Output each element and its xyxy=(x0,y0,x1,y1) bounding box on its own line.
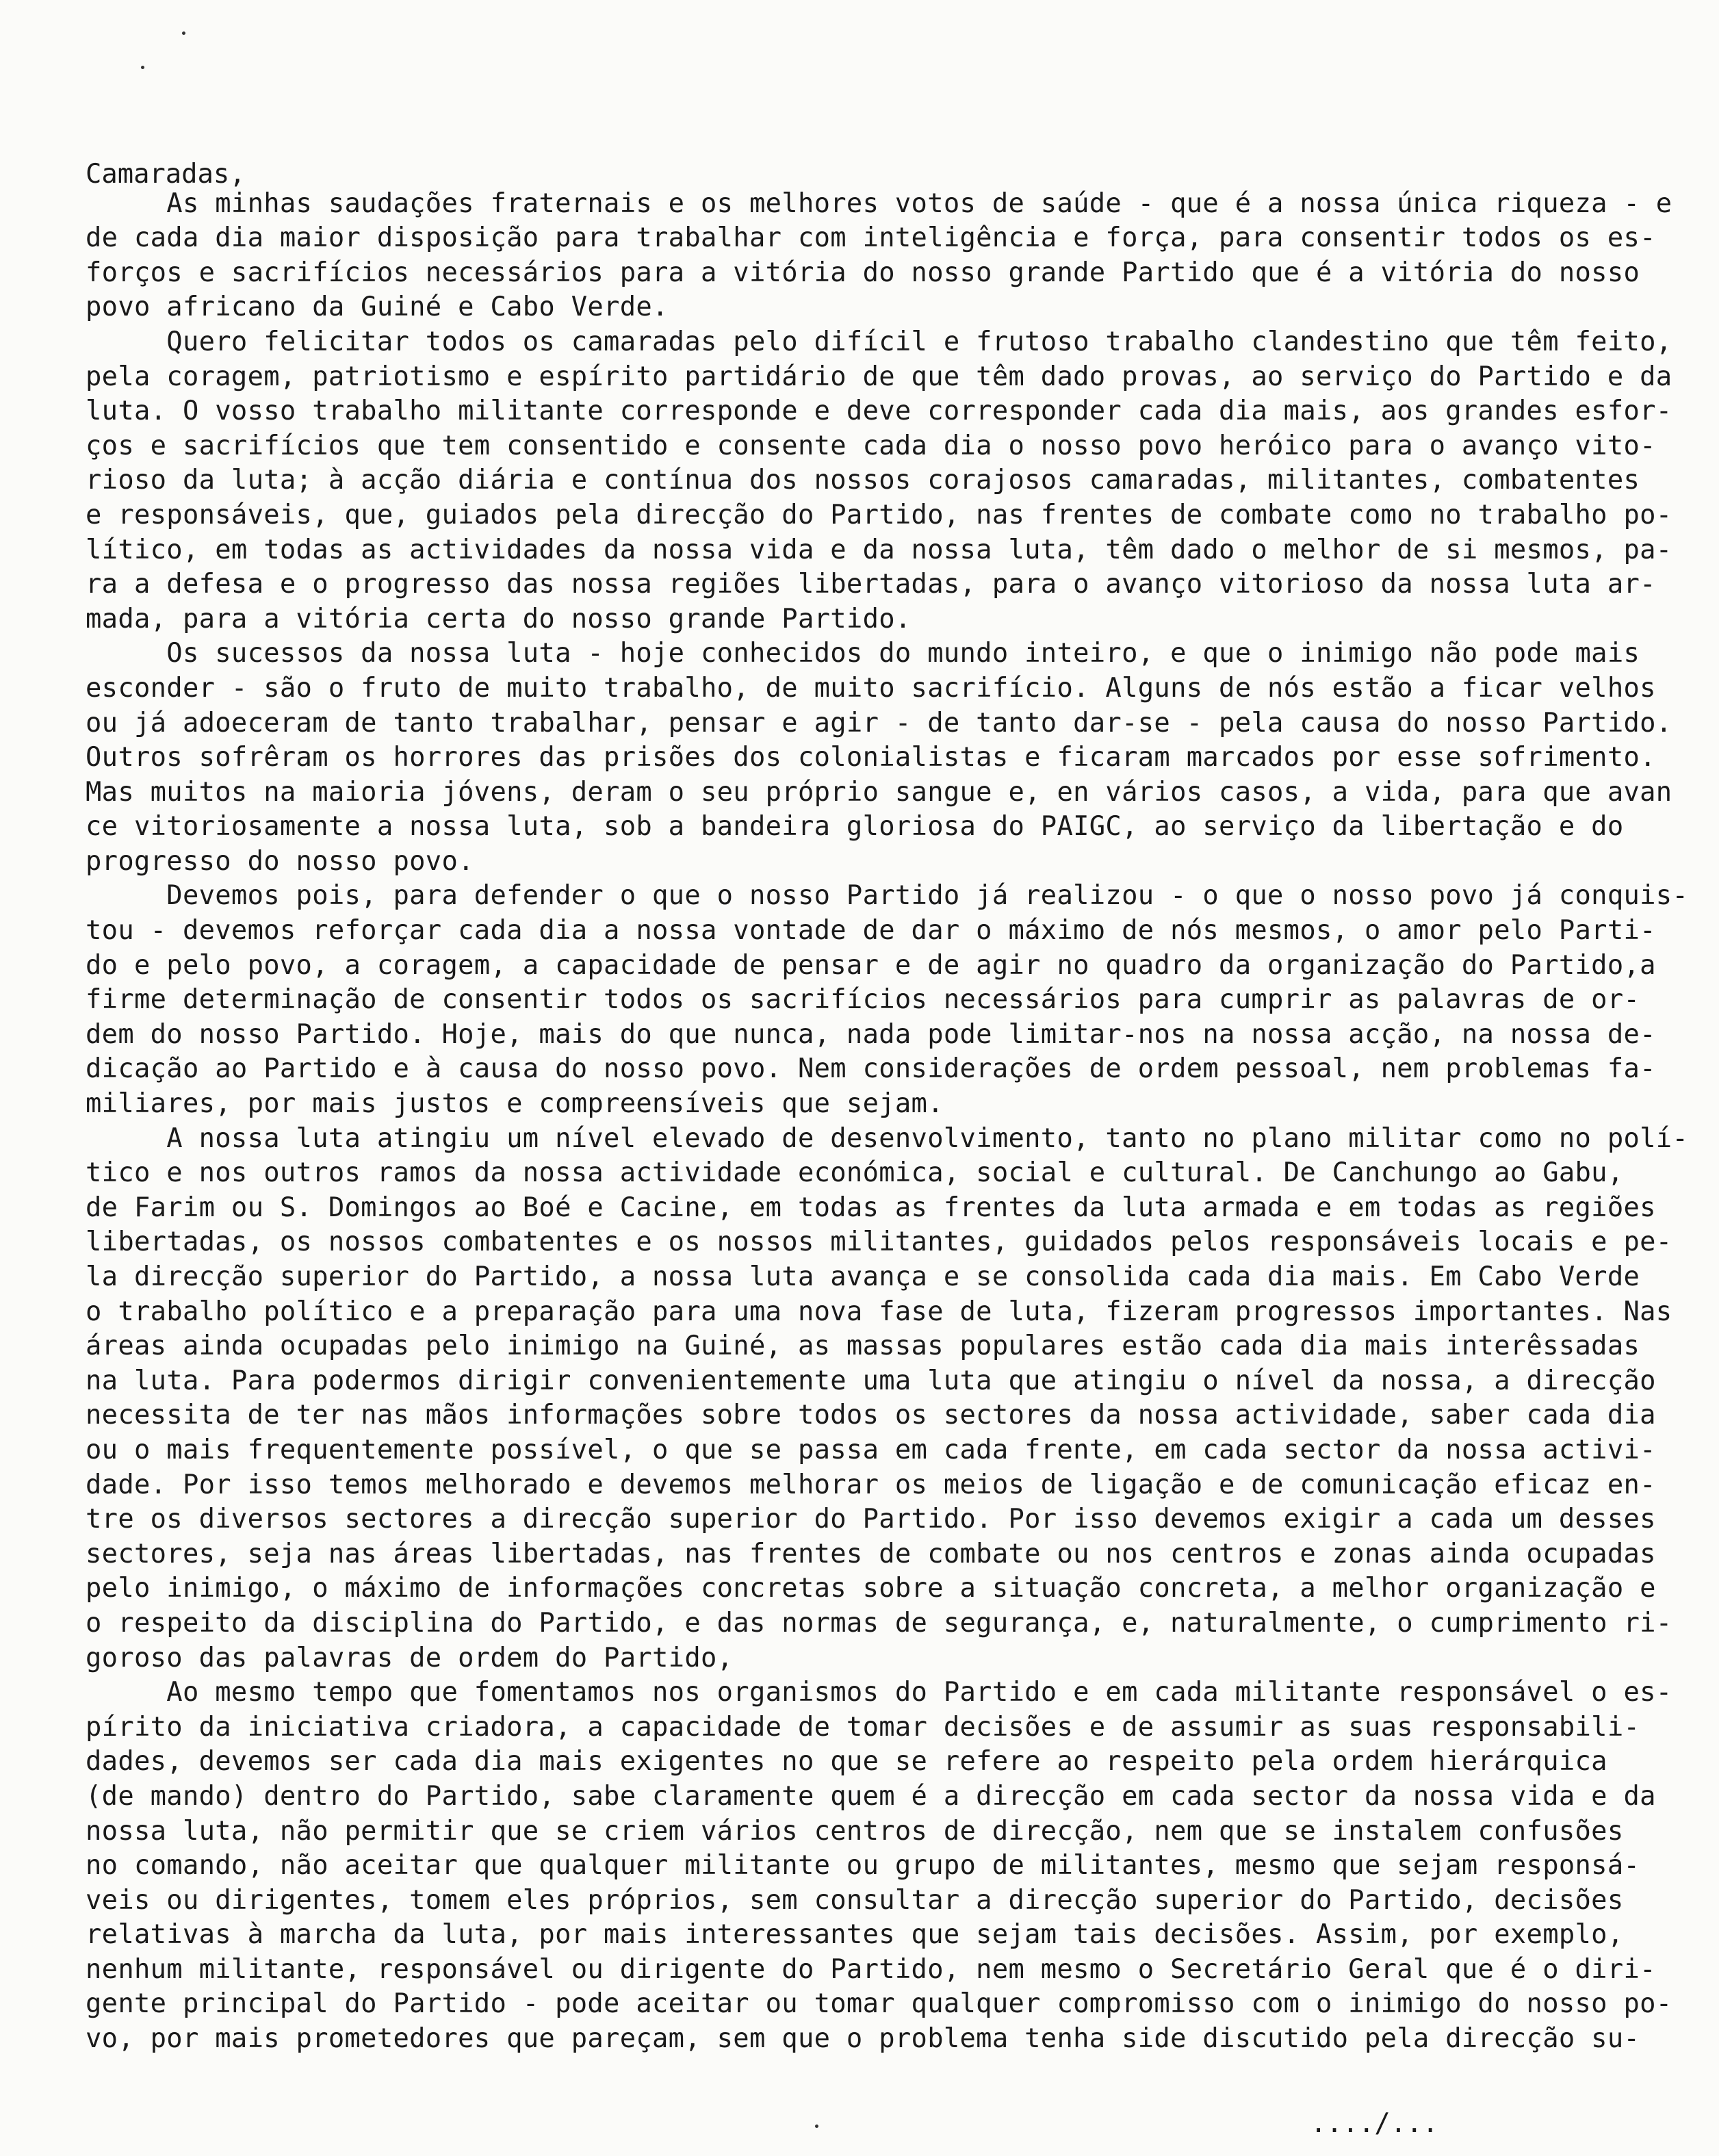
text-line: luta. O vosso trabalho militante corresponde e deve corresponder cada dia mais, aos grandes esfor- xyxy=(86,396,1672,427)
scan-speck xyxy=(815,2125,818,2128)
text-line: gente principal do Partido - pode aceitar ou tomar qualquer compromisso com o inimigo do nosso po- xyxy=(86,1988,1672,2020)
text-line: e responsáveis, que, guiados pela direcção do Partido, nas frentes de combate como no trabalho po- xyxy=(86,499,1672,530)
letter-greeting: Camaradas, xyxy=(86,159,246,190)
text-line: firme determinação de consentir todos os sacrifícios necessários para cumprir as palavras de or- xyxy=(86,984,1640,1016)
text-line: vo, por mais prometedores que pareçam, sem que o problema tenha side discutido pela direcção su- xyxy=(86,2023,1640,2055)
scan-speck xyxy=(141,66,144,69)
scan-speck xyxy=(182,31,185,35)
text-line: o trabalho político e a preparação para uma nova fase de luta, fizeram progressos importantes. Nas xyxy=(86,1296,1672,1327)
text-line: ou já adoeceram de tanto trabalhar, pensar e agir - de tanto dar-se - pela causa do nosso Partido. xyxy=(86,707,1672,739)
text-line: miliares, por mais justos e compreensíveis que sejam. xyxy=(86,1088,944,1120)
text-line: tre os diversos sectores a direcção superior do Partido. Por isso devemos exigir a cada um desses xyxy=(86,1504,1656,1535)
text-line: mada, para a vitória certa do nosso grande Partido. xyxy=(86,603,912,634)
text-line: ços e sacrifícios que tem consentido e consente cada dia o nosso povo heróico para o avanço vito- xyxy=(86,430,1656,461)
text-line: dades, devemos ser cada dia mais exigentes no que se refere ao respeito pela ordem hierárquica xyxy=(86,1746,1607,1778)
text-line: pela coragem, patriotismo e espírito partidário de que têm dado provas, ao serviço do Partido e da xyxy=(86,361,1672,392)
text-line: na luta. Para podermos dirigir convenientemente uma luta que atingiu o nível da nossa, a direcção xyxy=(86,1365,1656,1396)
continuation-mark: ..../... xyxy=(1310,2108,1438,2139)
text-line: tou - devemos reforçar cada dia a nossa vontade de dar o máximo de nós mesmos, o amor pelo Parti- xyxy=(86,915,1656,947)
letter-body xyxy=(86,152,1689,2057)
text-line: sectores, seja nas áreas libertadas, nas frentes de combate ou nos centros e zonas ainda ocupadas xyxy=(86,1538,1656,1569)
text-line: veis ou dirigentes, tomem eles próprios, sem consultar a direcção superior do Partido, decisões xyxy=(86,1884,1624,1916)
text-line: no comando, não aceitar que qualquer militante ou grupo de militantes, mesmo que sejam responsá- xyxy=(86,1850,1640,1882)
text-line: As minhas saudações fraternais e os melhores votos de saúde - que é a nossa única riqueza - e xyxy=(86,188,1672,219)
text-line: la direcção superior do Partido, a nossa luta avança e se consolida cada dia mais. Em Cabo Verde xyxy=(86,1261,1640,1292)
text-line: dem do nosso Partido. Hoje, mais do que nunca, nada pode limitar-nos na nossa acção, na nossa de- xyxy=(86,1018,1656,1050)
text-line: ou o mais frequentemente possível, o que se passa em cada frente, em cada sector da nossa activi- xyxy=(86,1434,1656,1465)
text-line: necessita de ter nas mãos informações sobre todos os sectores da nossa actividade, saber cada dia xyxy=(86,1400,1656,1431)
text-line: Os sucessos da nossa luta - hoje conhecidos do mundo inteiro, e que o inimigo não pode mais xyxy=(86,638,1640,669)
text-line: nenhum militante, responsável ou dirigente do Partido, nem mesmo o Secretário Geral que é o diri- xyxy=(86,1953,1656,1985)
text-line: A nossa luta atingiu um nível elevado de desenvolvimento, tanto no plano militar como no polí- xyxy=(86,1122,1689,1154)
text-line: de Farim ou S. Domingos ao Boé e Cacine, em todas as frentes da luta armada e em todas as regiões xyxy=(86,1192,1656,1223)
text-line: pírito da iniciativa criadora, a capacidade de tomar decisões e de assumir as suas responsabili- xyxy=(86,1711,1640,1743)
text-line: nossa luta, não permitir que se criem vários centros de direcção, nem que se instalem confusões xyxy=(86,1815,1624,1847)
text-line: dade. Por isso temos melhorado e devemos melhorar os meios de ligação e de comunicação eficaz en- xyxy=(86,1469,1656,1500)
text-line: lítico, em todas as actividades da nossa vida e da nossa luta, têm dado o melhor de si mesmos, pa- xyxy=(86,534,1672,565)
text-line: goroso das palavras de ordem do Partido, xyxy=(86,1642,734,1673)
text-line: áreas ainda ocupadas pelo inimigo na Guiné, as massas populares estão cada dia mais interêssadas xyxy=(86,1331,1640,1362)
line-spacer xyxy=(86,152,1666,187)
text-line: esconder - são o fruto de muito trabalho, de muito sacrifício. Alguns de nós estão a ficar velhos xyxy=(86,672,1656,704)
text-line: Ao mesmo tempo que fomentamos nos organismos do Partido e em cada militante responsável o es- xyxy=(86,1677,1672,1708)
text-line: (de mando) dentro do Partido, sabe claramente quem é a direcção em cada sector da nossa vida e da xyxy=(86,1780,1656,1812)
text-line: forços e sacrifícios necessários para a vitória do nosso grande Partido que é a vitória do nosso xyxy=(86,257,1640,288)
text-line: rioso da luta; à acção diária e contínua dos nossos corajosos camaradas, militantes, combatentes xyxy=(86,465,1640,496)
text-line: Quero felicitar todos os camaradas pelo difícil e frutoso trabalho clandestino que têm feito, xyxy=(86,326,1672,357)
text-line: tico e nos outros ramos da nossa actividade económica, social e cultural. De Canchungo ao Gabu, xyxy=(86,1157,1624,1189)
text-line: libertadas, os nossos combatentes e os nossos militantes, guidados pelos responsáveis locais e pe- xyxy=(86,1227,1672,1258)
text-line: Outros sofrêram os horrores das prisões dos colonialistas e ficaram marcados por esse sofrimento. xyxy=(86,742,1656,773)
text-line: progresso do nosso povo. xyxy=(86,845,474,877)
text-line: pelo inimigo, o máximo de informações concretas sobre a situação concreta, a melhor organização e xyxy=(86,1573,1656,1604)
text-line: o respeito da disciplina do Partido, e das normas de segurança, e, naturalmente, o cumprimento ri- xyxy=(86,1607,1672,1639)
text-line: de cada dia maior disposição para trabalhar com inteligência e força, para consentir todos os es- xyxy=(86,222,1656,254)
text-line: do e pelo povo, a coragem, a capacidade de pensar e de agir no quadro da organização do Partido,a xyxy=(86,949,1656,981)
text-line: povo africano da Guiné e Cabo Verde. xyxy=(86,292,669,323)
text-line: ra a defesa e o progresso das nossa regiões libertadas, para o avanço vitorioso da nossa luta ar- xyxy=(86,569,1656,600)
text-line: relativas à marcha da luta, por mais interessantes que sejam tais decisões. Assim, por exemplo, xyxy=(86,1919,1624,1951)
text-line: ce vitoriosamente a nossa luta, sob a bandeira gloriosa do PAIGC, ao serviço da libertação e do xyxy=(86,811,1624,843)
text-line: Mas muitos na maioria jóvens, deram o seu próprio sangue e, en vários casos, a vida, para que avan xyxy=(86,776,1672,808)
text-line: dicação ao Partido e à causa do nosso povo. Nem considerações de ordem pessoal, nem problemas fa- xyxy=(86,1053,1656,1085)
text-line: Devemos pois, para defender o que o nosso Partido já realizou - o que o nosso povo já conquis- xyxy=(86,880,1689,912)
